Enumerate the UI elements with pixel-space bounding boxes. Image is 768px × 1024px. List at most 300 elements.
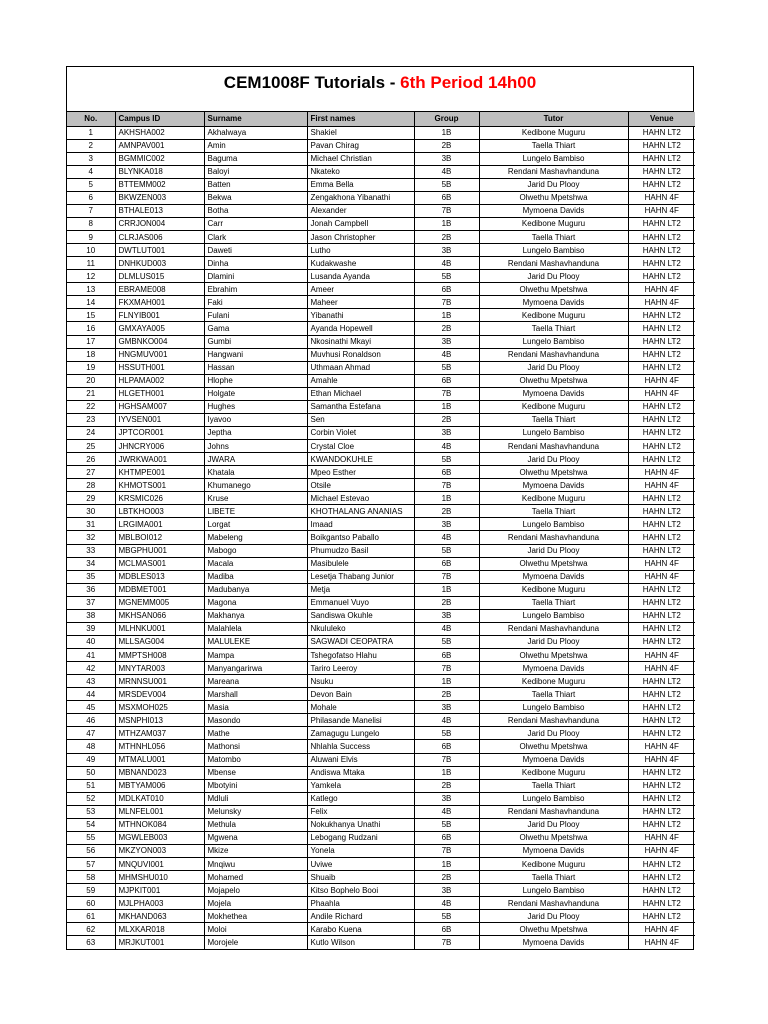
cell-surname: Morojele — [204, 936, 307, 949]
cell-campus-id: HGHSAM007 — [115, 400, 204, 413]
cell-venue: HAHN LT2 — [628, 910, 695, 923]
cell-surname: Faki — [204, 296, 307, 309]
cell-first-names: Uthmaan Ahmad — [307, 361, 414, 374]
cell-venue: HAHN LT2 — [628, 413, 695, 426]
cell-surname: Khumanego — [204, 479, 307, 492]
cell-first-names: Felix — [307, 805, 414, 818]
cell-surname: Baloyi — [204, 165, 307, 178]
cell-venue: HAHN 4F — [628, 844, 695, 857]
cell-surname: Dinha — [204, 257, 307, 270]
cell-venue: HAHN LT2 — [628, 583, 695, 596]
cell-tutor: Jarid Du Plooy — [479, 270, 628, 283]
cell-group: 7B — [414, 296, 479, 309]
cell-campus-id: MDBMET001 — [115, 583, 204, 596]
cell-first-names: Ayanda Hopewell — [307, 322, 414, 335]
cell-tutor: Lungelo Bambiso — [479, 335, 628, 348]
cell-surname: Daweti — [204, 244, 307, 257]
cell-venue: HAHN LT2 — [628, 217, 695, 230]
cell-venue: HAHN LT2 — [628, 126, 695, 139]
cell-first-names: Kitso Bophelo Booi — [307, 884, 414, 897]
cell-group: 4B — [414, 714, 479, 727]
cell-first-names: SAGWADI CEOPATRA — [307, 635, 414, 648]
cell-surname: Makhanya — [204, 609, 307, 622]
cell-no: 6 — [67, 191, 115, 204]
cell-no: 25 — [67, 440, 115, 453]
cell-group: 1B — [414, 309, 479, 322]
cell-no: 61 — [67, 910, 115, 923]
cell-tutor: Mymoena Davids — [479, 387, 628, 400]
cell-group: 5B — [414, 818, 479, 831]
cell-first-names: Zengakhona Yibanathi — [307, 191, 414, 204]
cell-surname: Akhalwaya — [204, 126, 307, 139]
cell-no: 1 — [67, 126, 115, 139]
cell-group: 4B — [414, 257, 479, 270]
cell-campus-id: MKHSAN066 — [115, 609, 204, 622]
cell-venue: HAHN LT2 — [628, 544, 695, 557]
cell-campus-id: MLNFEL001 — [115, 805, 204, 818]
cell-tutor: Jarid Du Plooy — [479, 361, 628, 374]
cell-group: 2B — [414, 413, 479, 426]
cell-first-names: Devon Bain — [307, 688, 414, 701]
cell-first-names: Emmanuel Vuyo — [307, 596, 414, 609]
cell-venue: HAHN LT2 — [628, 635, 695, 648]
cell-no: 15 — [67, 309, 115, 322]
cell-first-names: Yamkela — [307, 779, 414, 792]
cell-venue: HAHN 4F — [628, 387, 695, 400]
cell-venue: HAHN 4F — [628, 923, 695, 936]
cell-first-names: Amahle — [307, 374, 414, 387]
cell-campus-id: DNHKUD003 — [115, 257, 204, 270]
cell-venue: HAHN LT2 — [628, 309, 695, 322]
cell-tutor: Jarid Du Plooy — [479, 818, 628, 831]
cell-surname: Mareana — [204, 675, 307, 688]
cell-group: 3B — [414, 152, 479, 165]
cell-group: 1B — [414, 126, 479, 139]
cell-first-names: Tariro Leeroy — [307, 662, 414, 675]
cell-first-names: Emma Bella — [307, 178, 414, 191]
cell-group: 2B — [414, 139, 479, 152]
table-row — [67, 374, 695, 387]
table-row — [67, 897, 695, 910]
cell-campus-id: MBGPHU001 — [115, 544, 204, 557]
table-row — [67, 557, 695, 570]
cell-group: 4B — [414, 440, 479, 453]
cell-surname: Methula — [204, 818, 307, 831]
table-row — [67, 740, 695, 753]
cell-first-names: Nkosinathi Mkayi — [307, 335, 414, 348]
cell-no: 8 — [67, 217, 115, 230]
cell-group: 7B — [414, 387, 479, 400]
cell-no: 29 — [67, 492, 115, 505]
cell-surname: Mkize — [204, 844, 307, 857]
table-row — [67, 531, 695, 544]
cell-no: 21 — [67, 387, 115, 400]
table-row — [67, 466, 695, 479]
cell-group: 7B — [414, 844, 479, 857]
cell-no: 26 — [67, 453, 115, 466]
cell-venue: HAHN LT2 — [628, 178, 695, 191]
cell-first-names: Alexander — [307, 204, 414, 217]
cell-group: 3B — [414, 335, 479, 348]
table-row — [67, 479, 695, 492]
cell-tutor: Mymoena Davids — [479, 296, 628, 309]
cell-first-names: Sen — [307, 413, 414, 426]
cell-tutor: Rendani Mashavhanduna — [479, 622, 628, 635]
cell-first-names: Andile Richard — [307, 910, 414, 923]
cell-tutor: Olwethu Mpetshwa — [479, 923, 628, 936]
table-row — [67, 322, 695, 335]
cell-venue: HAHN LT2 — [628, 675, 695, 688]
cell-surname: Marshall — [204, 688, 307, 701]
cell-surname: Bekwa — [204, 191, 307, 204]
cell-surname: JWARA — [204, 453, 307, 466]
cell-first-names: Mpeo Esther — [307, 466, 414, 479]
cell-first-names: Nkateko — [307, 165, 414, 178]
table-row — [67, 361, 695, 374]
cell-venue: HAHN LT2 — [628, 440, 695, 453]
title-separator: - — [385, 73, 401, 92]
cell-no: 12 — [67, 270, 115, 283]
cell-tutor: Lungelo Bambiso — [479, 609, 628, 622]
cell-tutor: Kedibone Muguru — [479, 309, 628, 322]
cell-first-names: Phumudzo Basil — [307, 544, 414, 557]
table-row — [67, 583, 695, 596]
cell-venue: HAHN LT2 — [628, 871, 695, 884]
cell-no: 42 — [67, 662, 115, 675]
tutorial-sheet — [66, 66, 694, 950]
cell-venue: HAHN LT2 — [628, 361, 695, 374]
cell-first-names: Nokukhanya Unathi — [307, 818, 414, 831]
cell-first-names: Jason Christopher — [307, 231, 414, 244]
cell-tutor: Rendani Mashavhanduna — [479, 440, 628, 453]
cell-first-names: Michael Christian — [307, 152, 414, 165]
table-row — [67, 622, 695, 635]
cell-venue: HAHN LT2 — [628, 231, 695, 244]
cell-group: 1B — [414, 400, 479, 413]
cell-first-names: Imaad — [307, 518, 414, 531]
cell-group: 1B — [414, 217, 479, 230]
cell-no: 22 — [67, 400, 115, 413]
cell-campus-id: JWRKWA001 — [115, 453, 204, 466]
cell-surname: Mathonsi — [204, 740, 307, 753]
cell-no: 19 — [67, 361, 115, 374]
cell-group: 2B — [414, 779, 479, 792]
cell-first-names: Pavan Chirag — [307, 139, 414, 152]
cell-group: 1B — [414, 583, 479, 596]
table-row — [67, 309, 695, 322]
cell-campus-id: FLNYIB001 — [115, 309, 204, 322]
cell-venue: HAHN 4F — [628, 191, 695, 204]
cell-no: 31 — [67, 518, 115, 531]
cell-venue: HAHN LT2 — [628, 531, 695, 544]
cell-campus-id: GMXAYA005 — [115, 322, 204, 335]
cell-tutor: Rendani Mashavhanduna — [479, 805, 628, 818]
cell-tutor: Kedibone Muguru — [479, 126, 628, 139]
cell-no: 13 — [67, 283, 115, 296]
cell-tutor: Taella Thiart — [479, 871, 628, 884]
cell-first-names: Sandiswa Okuhle — [307, 609, 414, 622]
cell-no: 34 — [67, 557, 115, 570]
cell-no: 38 — [67, 609, 115, 622]
cell-venue: HAHN LT2 — [628, 152, 695, 165]
cell-campus-id: FKXMAH001 — [115, 296, 204, 309]
cell-tutor: Olwethu Mpetshwa — [479, 740, 628, 753]
cell-tutor: Olwethu Mpetshwa — [479, 283, 628, 296]
cell-surname: Melunsky — [204, 805, 307, 818]
cell-no: 50 — [67, 766, 115, 779]
cell-no: 53 — [67, 805, 115, 818]
cell-surname: Matombo — [204, 753, 307, 766]
cell-group: 5B — [414, 270, 479, 283]
cell-no: 28 — [67, 479, 115, 492]
cell-campus-id: MCLMAS001 — [115, 557, 204, 570]
cell-group: 1B — [414, 858, 479, 871]
header-group: Group — [414, 112, 479, 126]
cell-campus-id: MTHZAM037 — [115, 727, 204, 740]
table-row — [67, 231, 695, 244]
cell-surname: Botha — [204, 204, 307, 217]
cell-campus-id: MLHNKU001 — [115, 622, 204, 635]
cell-venue: HAHN LT2 — [628, 622, 695, 635]
cell-tutor: Taella Thiart — [479, 688, 628, 701]
cell-first-names: Boikgantso Paballo — [307, 531, 414, 544]
table-row — [67, 257, 695, 270]
cell-group: 2B — [414, 322, 479, 335]
cell-group: 7B — [414, 479, 479, 492]
cell-campus-id: GMBNKO004 — [115, 335, 204, 348]
cell-venue: HAHN 4F — [628, 557, 695, 570]
table-row — [67, 570, 695, 583]
cell-venue: HAHN LT2 — [628, 505, 695, 518]
cell-no: 59 — [67, 884, 115, 897]
cell-tutor: Jarid Du Plooy — [479, 727, 628, 740]
cell-first-names: Karabo Kuena — [307, 923, 414, 936]
cell-venue: HAHN LT2 — [628, 400, 695, 413]
cell-venue: HAHN LT2 — [628, 792, 695, 805]
cell-no: 36 — [67, 583, 115, 596]
cell-group: 1B — [414, 675, 479, 688]
cell-group: 3B — [414, 426, 479, 439]
cell-venue: HAHN 4F — [628, 831, 695, 844]
cell-tutor: Taella Thiart — [479, 413, 628, 426]
cell-campus-id: MBLBOI012 — [115, 531, 204, 544]
cell-tutor: Mymoena Davids — [479, 662, 628, 675]
cell-campus-id: MTHNHL056 — [115, 740, 204, 753]
cell-group: 2B — [414, 871, 479, 884]
cell-surname: Lorgat — [204, 518, 307, 531]
cell-campus-id: MSNPHI013 — [115, 714, 204, 727]
cell-first-names: Philasande Manelisi — [307, 714, 414, 727]
cell-tutor: Jarid Du Plooy — [479, 178, 628, 191]
cell-no: 16 — [67, 322, 115, 335]
cell-no: 24 — [67, 426, 115, 439]
cell-group: 6B — [414, 740, 479, 753]
cell-no: 17 — [67, 335, 115, 348]
cell-group: 4B — [414, 165, 479, 178]
cell-group: 2B — [414, 505, 479, 518]
table-row — [67, 714, 695, 727]
table-row — [67, 688, 695, 701]
cell-first-names: Jonah Campbell — [307, 217, 414, 230]
cell-venue: HAHN LT2 — [628, 270, 695, 283]
cell-no: 63 — [67, 936, 115, 949]
cell-campus-id: MKZYON003 — [115, 844, 204, 857]
cell-surname: Mokhethea — [204, 910, 307, 923]
cell-tutor: Kedibone Muguru — [479, 675, 628, 688]
cell-venue: HAHN 4F — [628, 283, 695, 296]
cell-tutor: Rendani Mashavhanduna — [479, 165, 628, 178]
cell-tutor: Mymoena Davids — [479, 753, 628, 766]
cell-campus-id: JHNCRY006 — [115, 440, 204, 453]
table-row — [67, 505, 695, 518]
cell-campus-id: HLGETH001 — [115, 387, 204, 400]
cell-group: 5B — [414, 910, 479, 923]
cell-surname: Gumbi — [204, 335, 307, 348]
table-row — [67, 413, 695, 426]
cell-surname: Iyavoo — [204, 413, 307, 426]
cell-group: 6B — [414, 283, 479, 296]
table-row — [67, 675, 695, 688]
cell-campus-id: MSXMOH025 — [115, 701, 204, 714]
cell-venue: HAHN 4F — [628, 649, 695, 662]
cell-tutor: Mymoena Davids — [479, 936, 628, 949]
cell-group: 1B — [414, 492, 479, 505]
table-row — [67, 544, 695, 557]
cell-first-names: Aluwani Elvis — [307, 753, 414, 766]
cell-group: 5B — [414, 453, 479, 466]
cell-campus-id: MTMALU001 — [115, 753, 204, 766]
cell-venue: HAHN LT2 — [628, 348, 695, 361]
cell-venue: HAHN LT2 — [628, 244, 695, 257]
cell-first-names: Maheer — [307, 296, 414, 309]
cell-first-names: Uviwe — [307, 858, 414, 871]
cell-tutor: Lungelo Bambiso — [479, 518, 628, 531]
cell-venue: HAHN 4F — [628, 479, 695, 492]
cell-group: 4B — [414, 897, 479, 910]
table-row — [67, 701, 695, 714]
table-row — [67, 766, 695, 779]
cell-venue: HAHN LT2 — [628, 453, 695, 466]
table-header — [67, 112, 695, 126]
cell-group: 3B — [414, 609, 479, 622]
cell-tutor: Jarid Du Plooy — [479, 635, 628, 648]
cell-no: 37 — [67, 596, 115, 609]
cell-venue: HAHN LT2 — [628, 714, 695, 727]
cell-group: 7B — [414, 662, 479, 675]
cell-tutor: Rendani Mashavhanduna — [479, 257, 628, 270]
header-row — [67, 112, 695, 126]
table-row — [67, 204, 695, 217]
cell-surname: Mathe — [204, 727, 307, 740]
cell-surname: Macala — [204, 557, 307, 570]
cell-campus-id: DLMLUS015 — [115, 270, 204, 283]
table-row — [67, 805, 695, 818]
cell-first-names: Mohale — [307, 701, 414, 714]
cell-tutor: Rendani Mashavhanduna — [479, 348, 628, 361]
cell-campus-id: BLYNKA018 — [115, 165, 204, 178]
cell-group: 2B — [414, 231, 479, 244]
cell-campus-id: MJLPHA003 — [115, 897, 204, 910]
title-course: CEM1008F Tutorials — [223, 73, 386, 92]
cell-surname: Gama — [204, 322, 307, 335]
table-row — [67, 335, 695, 348]
cell-first-names: Nsuku — [307, 675, 414, 688]
cell-campus-id: LBTKHO003 — [115, 505, 204, 518]
cell-surname: Khatala — [204, 466, 307, 479]
cell-surname: Hassan — [204, 361, 307, 374]
cell-no: 2 — [67, 139, 115, 152]
table-row — [67, 191, 695, 204]
cell-group: 5B — [414, 361, 479, 374]
table-row — [67, 779, 695, 792]
cell-group: 6B — [414, 191, 479, 204]
table-row — [67, 400, 695, 413]
cell-campus-id: MNYTAR003 — [115, 662, 204, 675]
cell-tutor: Kedibone Muguru — [479, 766, 628, 779]
cell-group: 7B — [414, 753, 479, 766]
cell-surname: Madubanya — [204, 583, 307, 596]
cell-venue: HAHN LT2 — [628, 335, 695, 348]
cell-venue: HAHN LT2 — [628, 701, 695, 714]
table-row — [67, 858, 695, 871]
cell-campus-id: BTTEMM002 — [115, 178, 204, 191]
cell-first-names: Lutho — [307, 244, 414, 257]
cell-venue: HAHN LT2 — [628, 818, 695, 831]
cell-venue: HAHN 4F — [628, 936, 695, 949]
table-row — [67, 348, 695, 361]
cell-surname: Mdluli — [204, 792, 307, 805]
cell-venue: HAHN LT2 — [628, 492, 695, 505]
cell-campus-id: EBRAME008 — [115, 283, 204, 296]
cell-group: 2B — [414, 596, 479, 609]
cell-venue: HAHN LT2 — [628, 139, 695, 152]
cell-first-names: KHOTHALANG ANANIAS — [307, 505, 414, 518]
cell-surname: Batten — [204, 178, 307, 191]
cell-first-names: Corbin Violet — [307, 426, 414, 439]
cell-campus-id: MGWLEB003 — [115, 831, 204, 844]
cell-group: 6B — [414, 923, 479, 936]
cell-no: 56 — [67, 844, 115, 857]
cell-tutor: Taella Thiart — [479, 779, 628, 792]
cell-campus-id: MLXKAR018 — [115, 923, 204, 936]
cell-campus-id: MDLKAT010 — [115, 792, 204, 805]
cell-no: 14 — [67, 296, 115, 309]
table-row — [67, 596, 695, 609]
cell-no: 18 — [67, 348, 115, 361]
cell-no: 3 — [67, 152, 115, 165]
cell-first-names: Shuaib — [307, 871, 414, 884]
cell-no: 5 — [67, 178, 115, 191]
cell-first-names: Katlego — [307, 792, 414, 805]
cell-first-names: Zamagugu Lungelo — [307, 727, 414, 740]
cell-venue: HAHN LT2 — [628, 688, 695, 701]
header-first-names: First names — [307, 112, 414, 126]
cell-tutor: Taella Thiart — [479, 322, 628, 335]
table-row — [67, 440, 695, 453]
cell-venue: HAHN 4F — [628, 662, 695, 675]
cell-first-names: Lesetja Thabang Junior — [307, 570, 414, 583]
cell-first-names: Phaahla — [307, 897, 414, 910]
cell-surname: Magona — [204, 596, 307, 609]
table-row — [67, 139, 695, 152]
cell-tutor: Mymoena Davids — [479, 204, 628, 217]
cell-no: 47 — [67, 727, 115, 740]
cell-first-names: Otsile — [307, 479, 414, 492]
cell-campus-id: MJPKIT001 — [115, 884, 204, 897]
table-row — [67, 635, 695, 648]
cell-group: 7B — [414, 204, 479, 217]
cell-no: 30 — [67, 505, 115, 518]
